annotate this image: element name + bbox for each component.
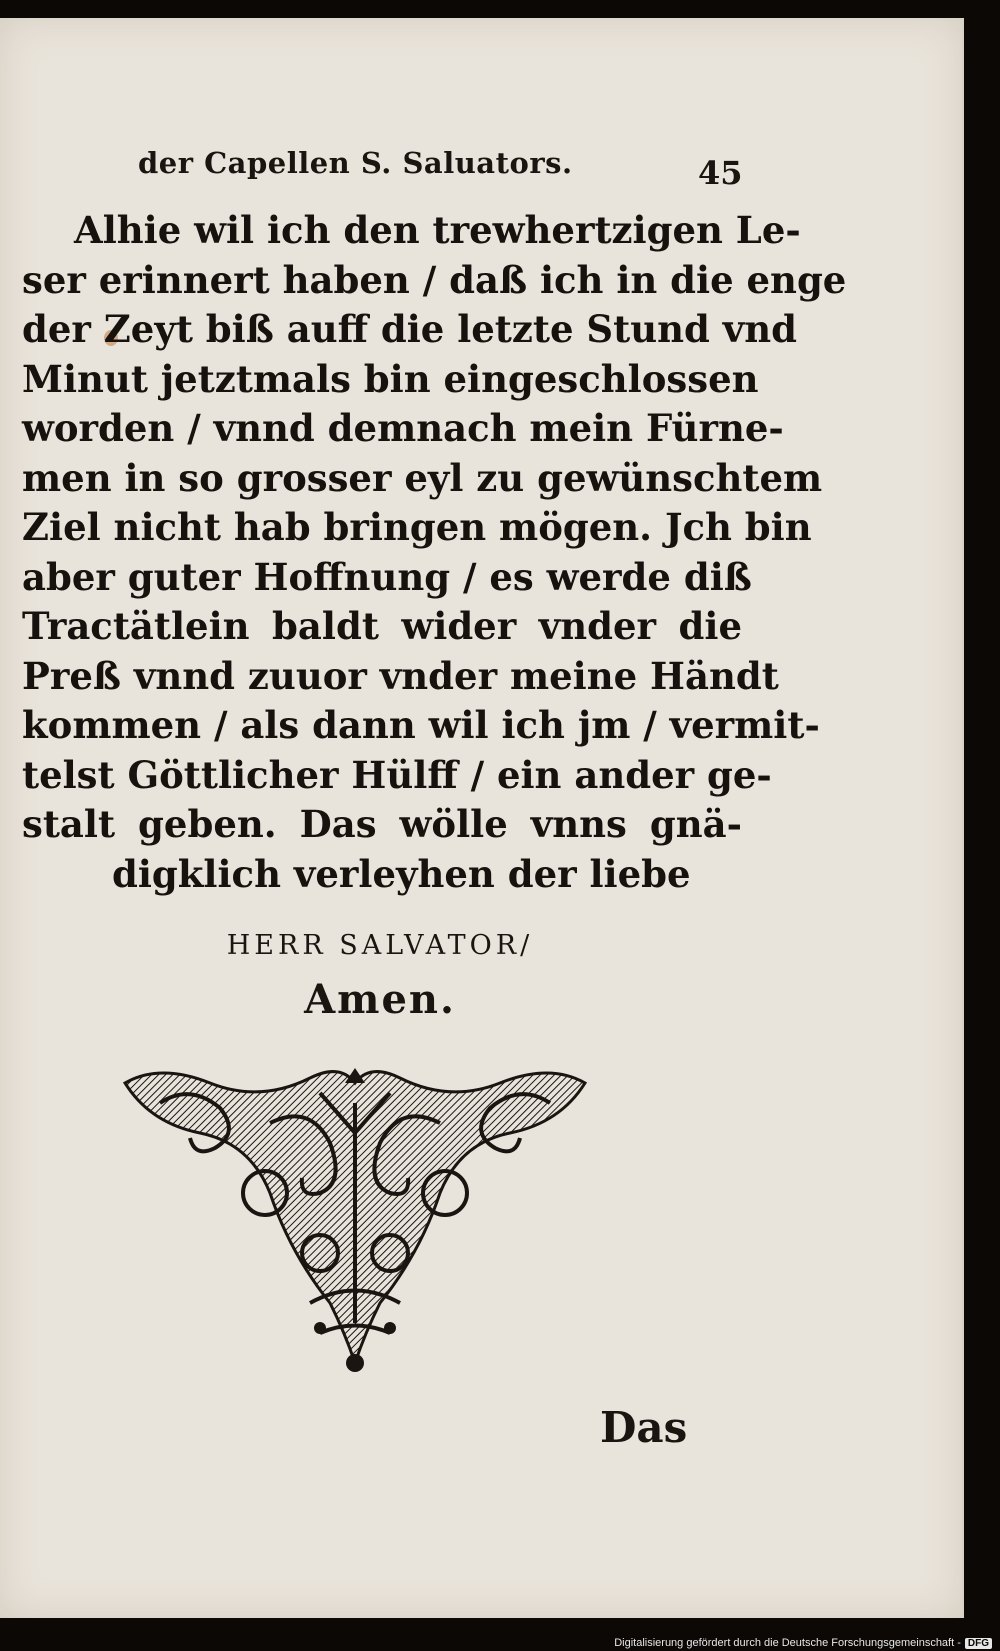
text-line: Preß vnnd zuuor vnder meine Händt bbox=[22, 653, 779, 698]
footer-text: Digitalisierung gefördert durch die Deutsche Forschungsgemeinschaft - bbox=[614, 1637, 961, 1649]
text-line: worden / vnnd demnach mein Fürne- bbox=[22, 406, 784, 450]
closing-name: HERR SALVATOR/ bbox=[226, 930, 534, 961]
text-line: aber guter Hoffnung / es werde diß bbox=[22, 554, 752, 599]
footer-credit bbox=[614, 1637, 992, 1649]
closing-amen: Amen. bbox=[304, 976, 456, 1023]
text-line: Minut jetztmals bin eingeschlossen bbox=[22, 356, 759, 401]
text-line: der Zeyt biß auff die letzte Stund vnd bbox=[22, 307, 798, 351]
text-line: telst Göttlicher Hülff / ein ander ge- bbox=[22, 752, 772, 797]
text-line: Alhie wil ich den trewhertzigen Le- bbox=[74, 208, 801, 252]
running-head: der Capellen S. Saluators. bbox=[138, 146, 573, 180]
text-line: stalt geben. Das wölle vnns gnä- bbox=[22, 802, 742, 846]
text-line: Tractätlein baldt wider vnder die bbox=[22, 604, 742, 648]
text-line: kommen / als dann wil ich jm / vermit- bbox=[22, 703, 820, 747]
text-line: ser erinnert haben / daß ich in die enge bbox=[22, 257, 847, 302]
book-page bbox=[0, 18, 964, 1618]
text-line: Ziel nicht hab bringen mögen. Jch bin bbox=[22, 505, 812, 549]
dfg-logo: DFG bbox=[965, 1638, 992, 1649]
page-number: 45 bbox=[698, 154, 743, 192]
catchword: Das bbox=[600, 1403, 688, 1452]
body-text bbox=[22, 206, 847, 899]
text-line: digklich verleyhen der liebe bbox=[112, 851, 691, 896]
page-header bbox=[138, 146, 743, 192]
text-line: men in so grosser eyl zu gewünschtem bbox=[22, 455, 823, 500]
printers-fleuron-ornament-icon bbox=[120, 1063, 590, 1383]
